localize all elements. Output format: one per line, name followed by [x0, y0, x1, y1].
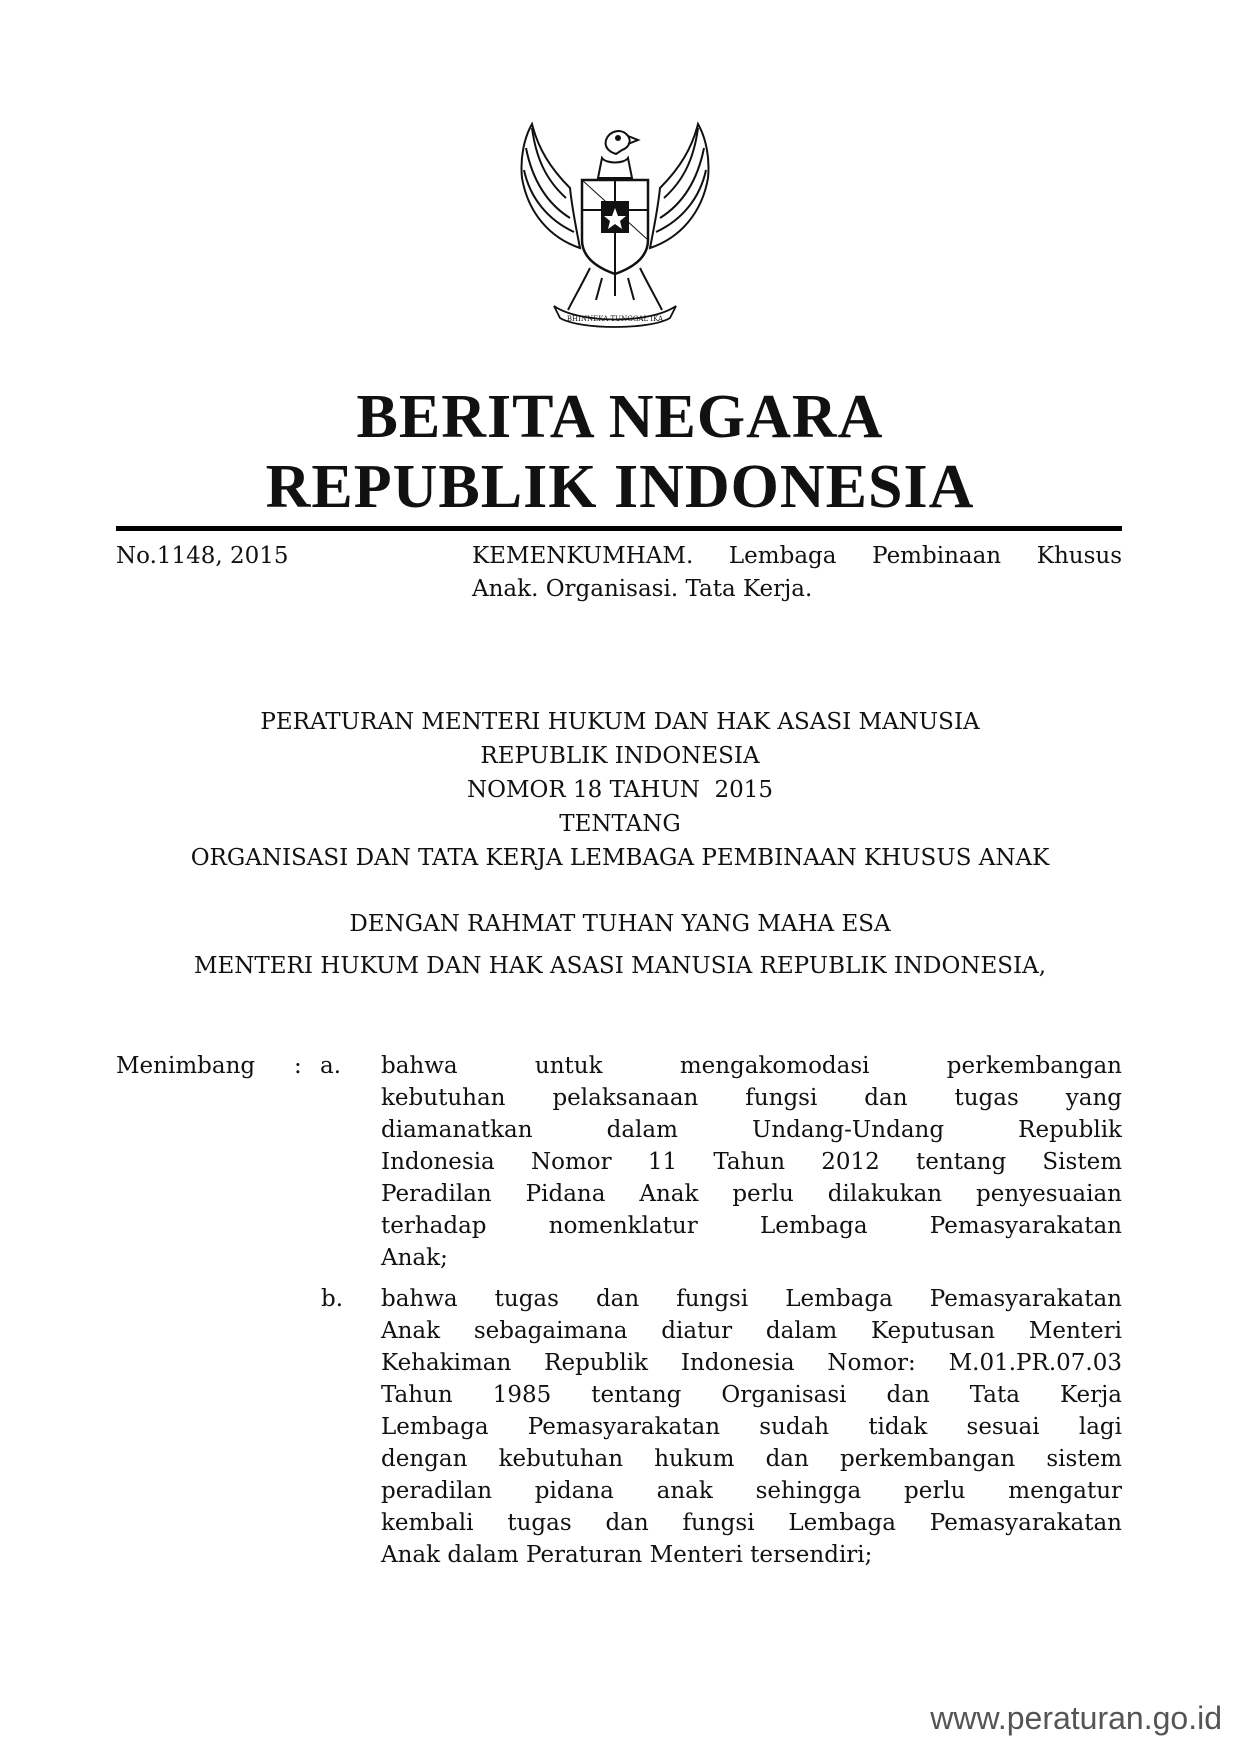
item-letter: a.	[320, 1053, 342, 1079]
preamble-line: MENTERI HUKUM DAN HAK ASASI MANUSIA REPUBLIK INDONESIA,	[193, 953, 1047, 979]
menimbang-item-a	[381, 1050, 1122, 1274]
item-line: kembali tugas dan fungsi Lembaga Pemasyarakatan	[381, 1510, 1122, 1536]
source-url-watermark: www.peraturan.go.id	[930, 1700, 1222, 1736]
gazette-subtitle: REPUBLIK INDONESIA	[265, 453, 975, 521]
gazette-subject	[472, 540, 1122, 606]
preamble	[0, 907, 1240, 983]
regulation-title-line: PERATURAN MENTERI HUKUM DAN HAK ASASI MANUSIA	[260, 709, 980, 735]
item-line: terhadap nomenklatur Lembaga Pemasyarakatan	[381, 1213, 1122, 1239]
regulation-title-line: TENTANG	[559, 811, 681, 837]
item-line: Anak;	[381, 1245, 448, 1271]
item-line: bahwa tugas dan fungsi Lembaga Pemasyarakatan	[381, 1286, 1122, 1312]
regulation-title-line: NOMOR 18 TAHUN 2015	[466, 777, 773, 803]
gazette-title: BERITA NEGARA	[356, 383, 884, 451]
header-divider	[116, 526, 1122, 531]
menimbang-label: Menimbang	[116, 1053, 256, 1079]
svg-text:BHINNEKA TUNGGAL IKA: BHINNEKA TUNGGAL IKA	[566, 315, 664, 323]
gazette-number: No.1148, 2015	[116, 543, 289, 569]
item-line: diamanatkan dalam Undang-Undang Republik	[381, 1117, 1122, 1143]
menimbang-item-b	[381, 1283, 1122, 1571]
item-line: bahwa untuk mengakomodasi perkembangan	[381, 1053, 1122, 1079]
subject-line: Anak. Organisasi. Tata Kerja.	[472, 576, 813, 602]
item-line: kebutuhan pelaksanaan fungsi dan tugas yang	[381, 1085, 1122, 1111]
item-letter: b.	[321, 1286, 344, 1312]
menimbang-colon: :	[294, 1053, 302, 1079]
regulation-title-line: ORGANISASI DAN TATA KERJA LEMBAGA PEMBINAAN KHUSUS ANAK	[190, 845, 1050, 871]
item-line: Kehakiman Republik Indonesia Nomor: M.01.PR.07.03	[381, 1350, 1122, 1376]
garuda-pancasila-emblem-icon	[510, 118, 720, 333]
subject-line: KEMENKUMHAM. Lembaga Pembinaan Khusus	[472, 543, 1122, 569]
item-line: dengan kebutuhan hukum dan perkembangan sistem	[381, 1446, 1122, 1472]
item-line: peradilan pidana anak sehingga perlu mengatur	[381, 1478, 1122, 1504]
item-line: Anak dalam Peraturan Menteri tersendiri;	[381, 1542, 873, 1568]
preamble-line: DENGAN RAHMAT TUHAN YANG MAHA ESA	[349, 911, 891, 937]
item-line: Tahun 1985 tentang Organisasi dan Tata Kerja	[381, 1382, 1122, 1408]
item-line: Indonesia Nomor 11 Tahun 2012 tentang Sistem	[381, 1149, 1122, 1175]
regulation-title-line: REPUBLIK INDONESIA	[480, 743, 760, 769]
item-line: Lembaga Pemasyarakatan sudah tidak sesuai lagi	[381, 1414, 1122, 1440]
regulation-title	[0, 705, 1240, 875]
item-line: Anak sebagaimana diatur dalam Keputusan Menteri	[381, 1318, 1122, 1344]
item-line: Peradilan Pidana Anak perlu dilakukan penyesuaian	[381, 1181, 1122, 1207]
